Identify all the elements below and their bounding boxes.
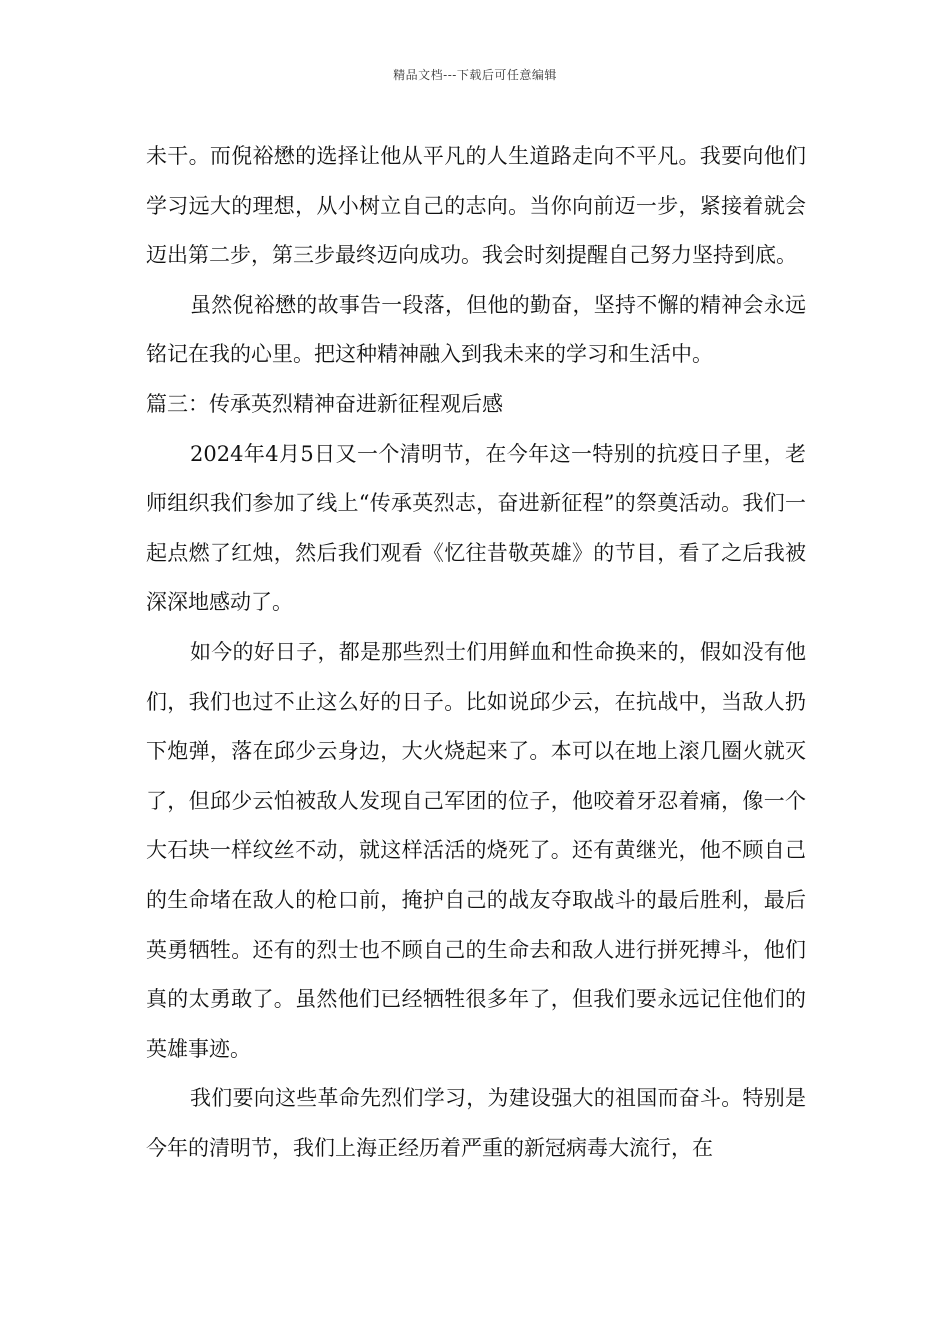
section-paragraph-2: 如今的好日子，都是那些烈士们用鲜血和性命换来的，假如没有他们，我们也过不止这么好的日子。比如说邱少云，在抗战中，当敌人扔下炮弹，落在邱少云身边，大火烧起来了。本可以在地上滚几圈火就灭了，但邱少云怕被敌人发现自己军团的位子，他咬着牙忍着痛，像一个大石块一样纹丝不动，就这样活活的烧死了。还有黄继光，他不顾自己的生命堵在敌人的枪口前，掩护自己的战友夺取战斗的最后胜利，最后英勇牺牲。还有的烈士也不顾自己的生命去和敌人进行拼死搏斗，他们真的太勇敢了。虽然他们已经牺牲很多年了，但我们要永远记住他们的英雄事迹。 (146, 639, 806, 1061)
section-paragraph-1: 2024年4月5日又一个清明节，在今年这一特别的抗疫日子里，老师组织我们参加了线上“传承英烈志，奋进新征程”的祭奠活动。我们一起点燃了红烛，然后我们观看《忆往昔敬英雄》的节目，看了之后我被深深地感动了。 (146, 441, 806, 615)
paragraph-2: 虽然倪裕懋的故事告一段落，但他的勤奋，坚持不懈的精神会永远铭记在我的心里。把这种精神融入到我未来的学习和生活中。 (146, 292, 806, 367)
section-paragraph-3: 我们要向这些革命先烈们学习，为建设强大的祖国而奋斗。特别是今年的清明节，我们上海正经历着严重的新冠病毒大流行，在 (146, 1086, 806, 1160)
section-title: 篇三：传承英烈精神奋进新征程观后感 (146, 391, 503, 416)
page-header: 精品文档---下载后可任意编辑 (393, 68, 557, 82)
document-body (146, 132, 806, 1173)
paragraph-1: 未干。而倪裕懋的选择让他从平凡的人生道路走向不平凡。我要向他们学习远大的理想，从小树立自己的志向。当你向前迈一步，紧接着就会迈出第二步，第三步最终迈向成功。我会时刻提醒自己努力坚持到底。 (146, 144, 806, 268)
